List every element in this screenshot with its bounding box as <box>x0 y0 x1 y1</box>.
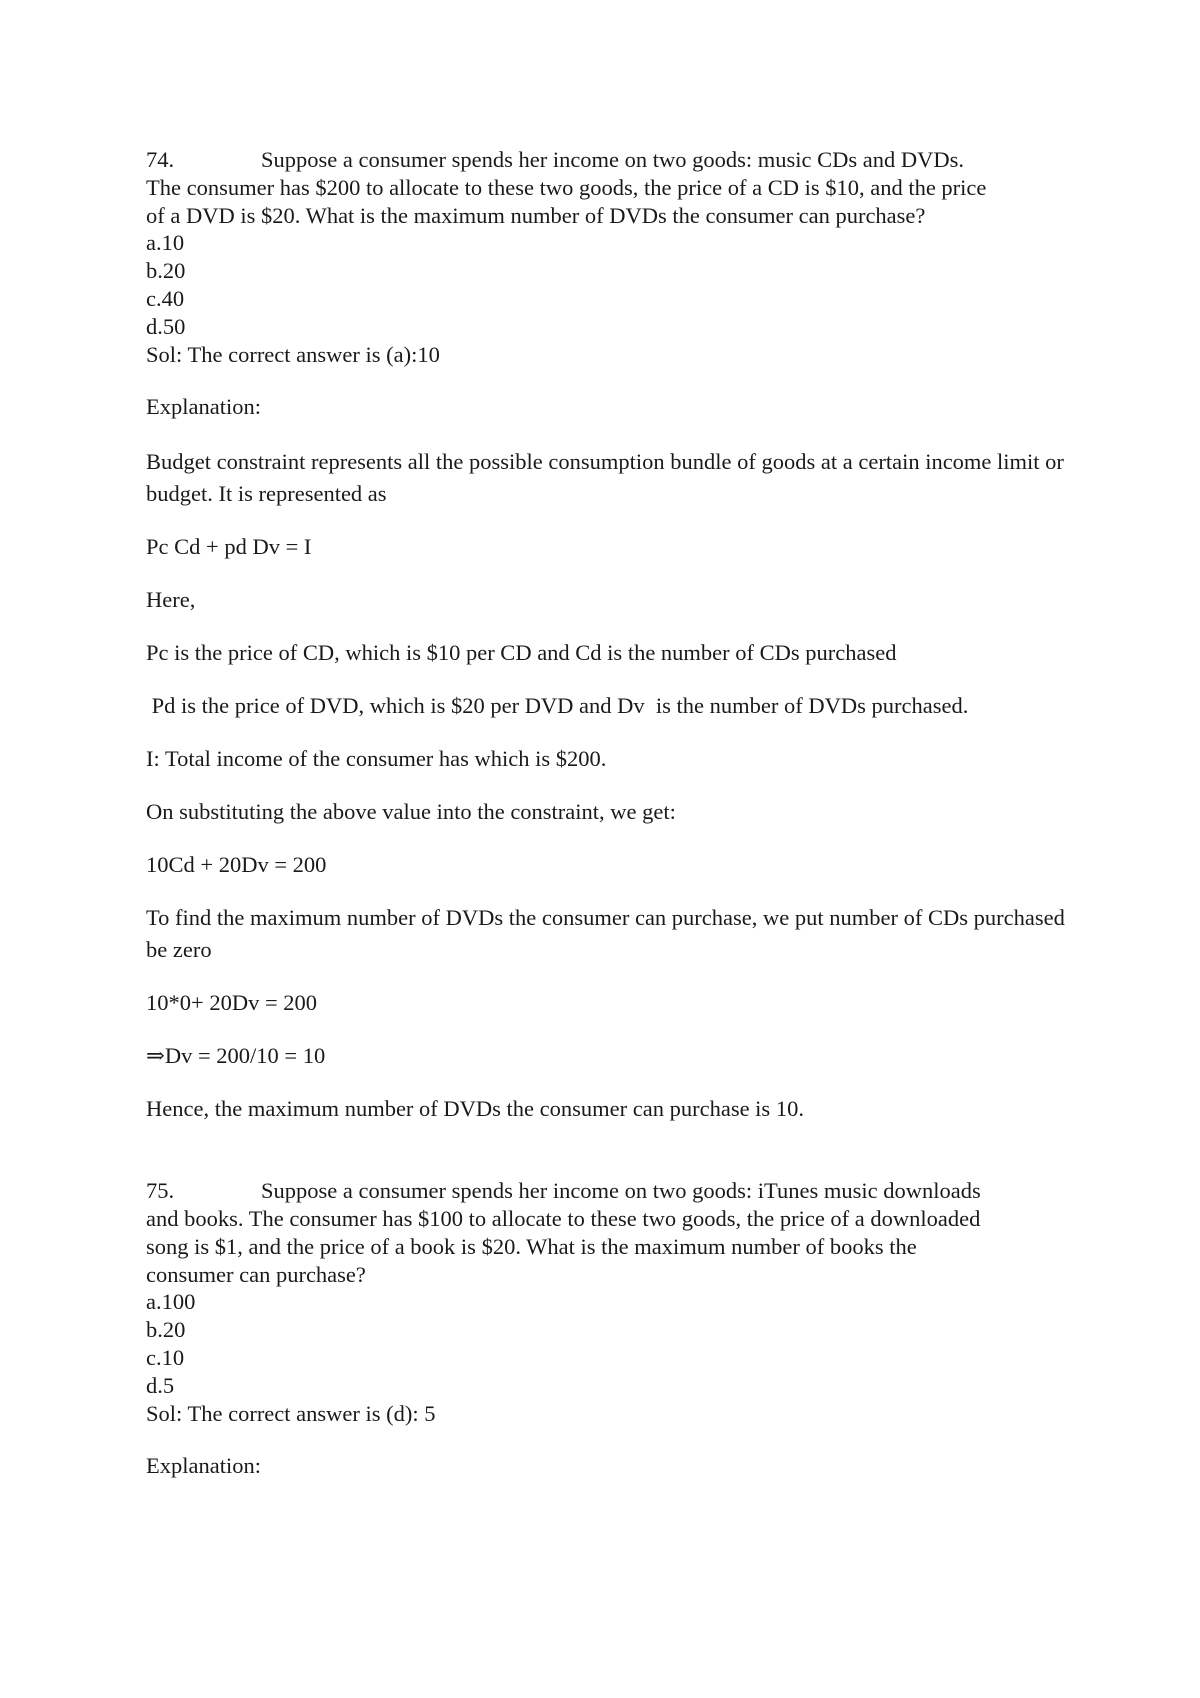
question-stem-first-line <box>146 146 1076 174</box>
equation: Pc Cd + pd Dv = I <box>146 534 312 560</box>
option-d: d.50 <box>146 313 186 339</box>
explanation-paragraph: Here, <box>146 587 196 613</box>
option-c: c.10 <box>146 1344 185 1370</box>
question-stem-line: The consumer has $200 to allocate to these two goods, the price of a CD is $10, and the price <box>146 174 987 200</box>
question-74 <box>146 146 1076 1125</box>
question-stem-line: consumer can purchase? <box>146 1261 366 1287</box>
question-stem-text: Suppose a consumer spends her income on two goods: music CDs and DVDs. <box>261 147 965 172</box>
question-stem-line: song is $1, and the price of a book is $20. What is the maximum number of books the <box>146 1233 917 1259</box>
document-page <box>146 146 1076 1480</box>
option-a: a.100 <box>146 1289 196 1315</box>
question-stem-first-line <box>146 1177 1076 1205</box>
explanation-paragraph: To find the maximum number of DVDs the consumer can purchase, we put number of CDs purchased be zero <box>146 905 1065 963</box>
question-stem-line: and books. The consumer has $100 to allocate to these two goods, the price of a downloaded <box>146 1205 981 1231</box>
option-d: d.5 <box>146 1372 175 1398</box>
question-number: 74. <box>146 147 175 172</box>
solution-line: Sol: The correct answer is (a):10 <box>146 341 440 367</box>
equation: 10Cd + 20Dv = 200 <box>146 852 327 878</box>
explanation-heading: Explanation: <box>146 1453 261 1479</box>
question-number: 75. <box>146 1178 175 1204</box>
option-c: c.40 <box>146 285 185 311</box>
explanation-heading: Explanation: <box>146 394 261 420</box>
equation: 10*0+ 20Dv = 200 <box>146 990 318 1016</box>
explanation-paragraph: Budget constraint represents all the possible consumption bundle of goods at a certain income limit or budget. It is represented as <box>146 449 1064 507</box>
solution-line: Sol: The correct answer is (d): 5 <box>146 1400 436 1426</box>
option-b: b.20 <box>146 1317 186 1343</box>
explanation-paragraph: I: Total income of the consumer has which is $200. <box>146 746 607 772</box>
explanation-paragraph: Pc is the price of CD, which is $10 per CD and Cd is the number of CDs purchased <box>146 640 897 666</box>
option-a: a.10 <box>146 230 185 256</box>
question-75 <box>146 1177 1076 1480</box>
conclusion-paragraph: Hence, the maximum number of DVDs the consumer can purchase is 10. <box>146 1096 804 1122</box>
question-stem-text: Suppose a consumer spends her income on two goods: iTunes music downloads <box>261 1178 981 1204</box>
question-stem-line: of a DVD is $20. What is the maximum number of DVDs the consumer can purchase? <box>146 202 926 228</box>
equation: ⇒Dv = 200/10 = 10 <box>146 1043 326 1069</box>
option-b: b.20 <box>146 258 186 284</box>
explanation-paragraph: On substituting the above value into the constraint, we get: <box>146 799 676 825</box>
explanation-paragraph: Pd is the price of DVD, which is $20 per DVD and Dv is the number of DVDs purchased. <box>146 693 969 719</box>
